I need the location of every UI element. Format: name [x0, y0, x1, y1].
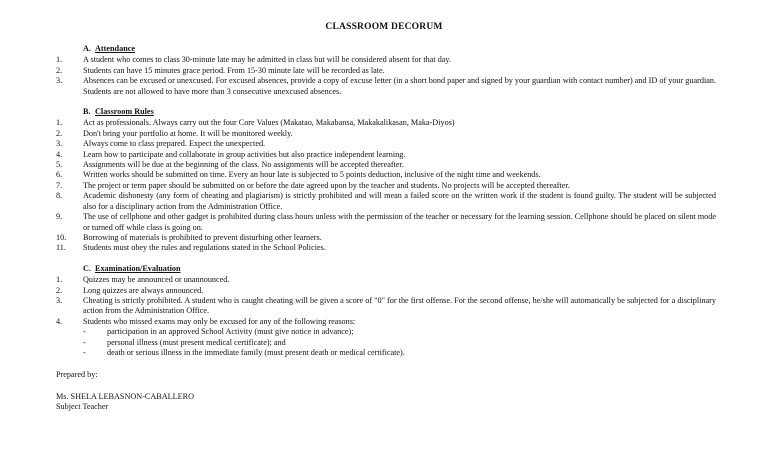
item-number: 1. [56, 275, 63, 285]
item-text: Students who missed exams may only be excused for any of the following reasons: [83, 316, 356, 326]
sub-item-text: participation in an approved School Activity (must give notice in advance); [107, 327, 354, 337]
item-number: 2. [56, 285, 63, 295]
list-item [56, 55, 716, 65]
item-text: The project or term paper should be submitted on or before the date agreed upon by the teacher and students. No projects will be accepted thereafter. [83, 180, 570, 190]
list-item [56, 139, 716, 149]
item-number: 10. [56, 232, 67, 242]
list-item [56, 212, 716, 233]
section-letter: B. [83, 107, 91, 117]
list-item [56, 296, 716, 317]
sub-list-item [56, 327, 716, 337]
item-text: Always come to class prepared. Expect the unexpected. [83, 139, 266, 149]
item-number: 5. [56, 160, 63, 170]
list-item [56, 66, 716, 76]
document-body [56, 44, 716, 358]
item-number: 1. [56, 118, 63, 128]
item-number: 8. [56, 191, 63, 201]
list-item [56, 286, 716, 296]
item-text: A student who comes to class 30-minute late may be admitted in class but will be considered absent for that day. [83, 55, 452, 65]
item-text: Written works should be submitted on time. Every an hour late is subjected to 5 points deduction, inclusive of the night time and weekends. [83, 170, 541, 180]
item-number: 3. [56, 295, 63, 305]
item-text: Act as professionals. Always carry out the four Core Values (Makatao, Makabansa, Makakalikasan, Maka-Diyos) [83, 118, 455, 128]
item-number: 3. [56, 76, 63, 86]
list-item [56, 191, 716, 212]
document-title: CLASSROOM DECORUM [325, 22, 443, 32]
item-text: Students must obey the rules and regulations stated in the School Policies. [83, 243, 326, 253]
item-number: 6. [56, 170, 63, 180]
signatory-role: Subject Teacher [56, 402, 109, 412]
list-item [56, 233, 716, 243]
sub-list-item [56, 348, 716, 358]
item-number: 9. [56, 212, 63, 222]
signatory-name: Ms. SHELA LEBASNON-CABALLERO [56, 392, 195, 401]
item-number: 1. [56, 55, 63, 65]
item-text: Absences can be excused or unexcused. For excused absences, provide a copy of excuse letter (in a short bond paper and signed by your guardian with contact number) and ID of your guardian. Students are not allowed to have more than 3 consecutive unexcused absences. [83, 76, 716, 96]
sub-list-item [56, 338, 716, 348]
item-number: 4. [56, 149, 63, 159]
item-number: 2. [56, 65, 63, 75]
item-text: Don't bring your portfolio at home. It will be monitored weekly. [83, 128, 293, 138]
sub-item-text: death or serious illness in the immediate family (must present death or medical certificate). [107, 347, 405, 357]
list-item [56, 118, 716, 128]
item-text: Students can have 15 minutes grace period. From 15-30 minute late will be recorded as late. [83, 65, 385, 75]
sub-item-text: personal illness (must present medical certificate); and [107, 337, 286, 347]
section-title: Examination/Evaluation [95, 263, 181, 273]
section-letter: A. [83, 44, 91, 53]
list-item [56, 317, 716, 327]
item-text: Cheating is strictly prohibited. A student who is caught cheating will be given a score of "0" for the first offense. For the second offense, he/she will automatically be subjected for a disciplinary action from the Administration Office. [83, 295, 716, 316]
list-item [56, 160, 716, 170]
item-number: 3. [56, 139, 63, 149]
section-heading [56, 264, 716, 274]
signatory-block [56, 392, 194, 413]
section-title: Attendance [95, 44, 136, 53]
item-text: Academic dishonesty (any form of cheating and plagiarism) is strictly prohibited and will mean a failed score on the written work if the student is found guilty. The student will be subjected also for a disciplinary action from the Administration Office. [83, 191, 716, 211]
item-text: Long quizzes are always announced. [83, 285, 204, 295]
list-item [56, 275, 716, 285]
item-text: Assignments will be due at the beginning of the class. No assignments will be accepted thereafter. [83, 160, 404, 170]
prepared-by-label: Prepared by: [56, 370, 98, 379]
item-number: 11. [56, 243, 66, 253]
item-number: 7. [56, 180, 63, 190]
section-title: Classroom Rules [95, 107, 154, 117]
list-item [56, 170, 716, 180]
sub-item-bullet: - [83, 347, 86, 357]
item-number: 2. [56, 128, 63, 138]
section-attendance [56, 44, 716, 97]
list-item [56, 129, 716, 139]
item-number: 4. [56, 316, 63, 326]
section-heading [56, 107, 716, 117]
section-classroom-rules [56, 107, 716, 254]
list-item [56, 150, 716, 160]
sub-item-bullet: - [83, 337, 86, 347]
list-item [56, 243, 716, 253]
list-item [56, 76, 716, 97]
section-heading [56, 44, 716, 54]
sub-item-bullet: - [83, 327, 86, 337]
item-text: Quizzes may be announced or unannounced. [83, 275, 230, 285]
section-letter: C. [83, 263, 91, 273]
item-text: Borrowing of materials is prohibited to prevent disturbing other learners. [83, 232, 322, 242]
item-text: Learn how to participate and collaborate in group activities but also practice independent learning. [83, 149, 406, 159]
list-item [56, 181, 716, 191]
item-text: The use of cellphone and other gadget is prohibited during class hours unless with the permission of the teacher or necessary for the learning session. Cellphone should be placed on silent mode or turned off while class is going on. [83, 212, 716, 232]
section-examination [56, 264, 716, 359]
